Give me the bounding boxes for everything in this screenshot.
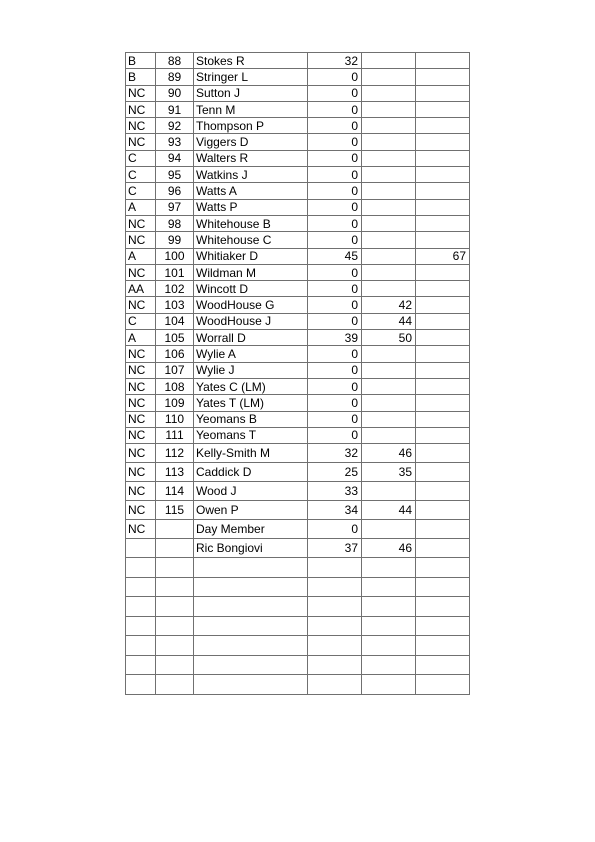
score-1-cell: 0 (308, 167, 362, 183)
member-name-cell: Yeomans T (194, 427, 308, 443)
score-2-cell: 46 (362, 444, 416, 463)
score-2-cell (362, 346, 416, 362)
score-3-cell (416, 69, 470, 85)
member-name-cell: Stokes R (194, 53, 308, 69)
class-cell: NC (126, 232, 156, 248)
score-2-cell: 50 (362, 330, 416, 346)
score-3-cell (416, 232, 470, 248)
score-2-cell (362, 655, 416, 675)
score-2-cell: 44 (362, 501, 416, 520)
table-row (126, 101, 470, 117)
member-number-cell: 115 (156, 501, 194, 520)
score-3-cell (416, 482, 470, 501)
member-name-cell: Wylie A (194, 346, 308, 362)
score-2-cell (362, 69, 416, 85)
score-2-cell: 44 (362, 313, 416, 329)
score-1-cell: 0 (308, 395, 362, 411)
class-cell: C (126, 183, 156, 199)
class-cell: NC (126, 378, 156, 394)
score-2-cell (362, 199, 416, 215)
member-number-cell (156, 558, 194, 578)
member-number-cell: 95 (156, 167, 194, 183)
member-number-cell: 104 (156, 313, 194, 329)
member-name-cell: Wood J (194, 482, 308, 501)
member-number-cell: 110 (156, 411, 194, 427)
table-row (126, 597, 470, 617)
member-number-cell: 100 (156, 248, 194, 264)
score-1-cell: 45 (308, 248, 362, 264)
member-number-cell: 94 (156, 150, 194, 166)
score-3-cell (416, 427, 470, 443)
score-2-cell (362, 183, 416, 199)
score-1-cell: 0 (308, 297, 362, 313)
score-1-cell: 0 (308, 520, 362, 539)
table-row (126, 616, 470, 636)
member-name-cell (194, 655, 308, 675)
member-number-cell: 96 (156, 183, 194, 199)
score-1-cell: 0 (308, 346, 362, 362)
score-3-cell (416, 655, 470, 675)
member-name-cell: WoodHouse G (194, 297, 308, 313)
table-row (126, 577, 470, 597)
table-row (126, 655, 470, 675)
score-3-cell (416, 281, 470, 297)
table-row (126, 444, 470, 463)
score-2-cell (362, 248, 416, 264)
class-cell: AA (126, 281, 156, 297)
score-3-cell (416, 636, 470, 656)
score-2-cell (362, 378, 416, 394)
member-name-cell (194, 636, 308, 656)
class-cell: NC (126, 101, 156, 117)
score-1-cell (308, 577, 362, 597)
table-row (126, 215, 470, 231)
table-row (126, 346, 470, 362)
member-number-cell: 90 (156, 85, 194, 101)
score-3-cell (416, 297, 470, 313)
score-1-cell: 0 (308, 150, 362, 166)
score-3-cell (416, 558, 470, 578)
member-number-cell (156, 597, 194, 617)
member-name-cell: Thompson P (194, 118, 308, 134)
member-number-cell: 107 (156, 362, 194, 378)
member-name-cell: Sutton J (194, 85, 308, 101)
table-row (126, 675, 470, 695)
class-cell (126, 636, 156, 656)
score-2-cell (362, 636, 416, 656)
score-2-cell (362, 597, 416, 617)
score-1-cell: 0 (308, 427, 362, 443)
member-name-cell: Day Member (194, 520, 308, 539)
score-3-cell (416, 134, 470, 150)
table-row (126, 482, 470, 501)
score-3-cell (416, 199, 470, 215)
score-1-cell: 0 (308, 183, 362, 199)
score-1-cell: 25 (308, 463, 362, 482)
score-2-cell (362, 395, 416, 411)
score-1-cell (308, 616, 362, 636)
score-1-cell (308, 558, 362, 578)
table-row (126, 411, 470, 427)
member-name-cell: Worrall D (194, 330, 308, 346)
table-row (126, 297, 470, 313)
class-cell: NC (126, 362, 156, 378)
score-1-cell: 32 (308, 444, 362, 463)
score-3-cell (416, 597, 470, 617)
table-row (126, 313, 470, 329)
table-row (126, 463, 470, 482)
class-cell: NC (126, 411, 156, 427)
class-cell: B (126, 53, 156, 69)
table-row (126, 330, 470, 346)
score-3-cell (416, 264, 470, 280)
score-3-cell (416, 463, 470, 482)
member-number-cell: 112 (156, 444, 194, 463)
class-cell: NC (126, 215, 156, 231)
class-cell: NC (126, 395, 156, 411)
score-2-cell (362, 215, 416, 231)
member-name-cell: Kelly-Smith M (194, 444, 308, 463)
member-name-cell: Yates C (LM) (194, 378, 308, 394)
score-3-cell (416, 313, 470, 329)
score-3-cell (416, 330, 470, 346)
score-1-cell: 0 (308, 134, 362, 150)
table-row (126, 134, 470, 150)
score-3-cell (416, 118, 470, 134)
member-number-cell: 99 (156, 232, 194, 248)
table-row (126, 199, 470, 215)
score-1-cell: 0 (308, 378, 362, 394)
class-cell (126, 577, 156, 597)
score-1-cell (308, 655, 362, 675)
member-score-table (125, 52, 470, 695)
score-1-cell: 39 (308, 330, 362, 346)
score-2-cell (362, 520, 416, 539)
table-row (126, 264, 470, 280)
class-cell: B (126, 69, 156, 85)
class-cell: A (126, 330, 156, 346)
class-cell: NC (126, 463, 156, 482)
member-number-cell (156, 675, 194, 695)
class-cell (126, 675, 156, 695)
score-3-cell (416, 167, 470, 183)
class-cell: NC (126, 134, 156, 150)
member-number-cell: 101 (156, 264, 194, 280)
member-name-cell: Stringer L (194, 69, 308, 85)
member-number-cell (156, 520, 194, 539)
table-row (126, 118, 470, 134)
member-name-cell: Viggers D (194, 134, 308, 150)
member-name-cell: Wylie J (194, 362, 308, 378)
score-1-cell: 0 (308, 69, 362, 85)
score-2-cell (362, 101, 416, 117)
table-row (126, 539, 470, 558)
table-row (126, 183, 470, 199)
table-row (126, 167, 470, 183)
member-name-cell: Watts P (194, 199, 308, 215)
class-cell: NC (126, 501, 156, 520)
class-cell: NC (126, 427, 156, 443)
score-3-cell (416, 444, 470, 463)
score-1-cell (308, 675, 362, 695)
member-number-cell: 88 (156, 53, 194, 69)
table-row (126, 427, 470, 443)
member-name-cell: Walters R (194, 150, 308, 166)
class-cell: NC (126, 297, 156, 313)
score-2-cell (362, 281, 416, 297)
member-number-cell: 91 (156, 101, 194, 117)
score-2-cell (362, 118, 416, 134)
table-row (126, 501, 470, 520)
member-number-cell: 97 (156, 199, 194, 215)
table-body (126, 53, 470, 695)
score-2-cell (362, 427, 416, 443)
table-row (126, 69, 470, 85)
member-name-cell (194, 616, 308, 636)
table-row (126, 85, 470, 101)
table-row (126, 53, 470, 69)
score-1-cell: 34 (308, 501, 362, 520)
member-name-cell: Tenn M (194, 101, 308, 117)
score-1-cell: 0 (308, 232, 362, 248)
class-cell (126, 558, 156, 578)
score-1-cell: 0 (308, 101, 362, 117)
score-2-cell (362, 577, 416, 597)
class-cell: C (126, 167, 156, 183)
score-3-cell (416, 520, 470, 539)
score-2-cell (362, 264, 416, 280)
score-3-cell (416, 539, 470, 558)
class-cell: C (126, 313, 156, 329)
score-2-cell (362, 232, 416, 248)
score-1-cell: 0 (308, 85, 362, 101)
class-cell: NC (126, 444, 156, 463)
score-3-cell (416, 101, 470, 117)
score-3-cell (416, 411, 470, 427)
member-name-cell (194, 675, 308, 695)
member-number-cell (156, 539, 194, 558)
member-number-cell: 114 (156, 482, 194, 501)
class-cell (126, 616, 156, 636)
member-name-cell (194, 577, 308, 597)
member-name-cell: Watts A (194, 183, 308, 199)
table-row (126, 150, 470, 166)
score-2-cell (362, 362, 416, 378)
score-1-cell: 0 (308, 118, 362, 134)
member-number-cell: 105 (156, 330, 194, 346)
class-cell: A (126, 199, 156, 215)
member-number-cell: 113 (156, 463, 194, 482)
score-1-cell: 32 (308, 53, 362, 69)
member-name-cell: Ric Bongiovi (194, 539, 308, 558)
member-number-cell: 106 (156, 346, 194, 362)
score-2-cell (362, 85, 416, 101)
member-name-cell: WoodHouse J (194, 313, 308, 329)
member-number-cell: 98 (156, 215, 194, 231)
score-2-cell (362, 482, 416, 501)
score-1-cell (308, 636, 362, 656)
class-cell: NC (126, 118, 156, 134)
member-name-cell: Owen P (194, 501, 308, 520)
member-number-cell: 89 (156, 69, 194, 85)
class-cell: NC (126, 346, 156, 362)
score-3-cell (416, 675, 470, 695)
score-1-cell: 0 (308, 215, 362, 231)
score-3-cell (416, 616, 470, 636)
score-3-cell (416, 85, 470, 101)
member-name-cell: Watkins J (194, 167, 308, 183)
score-2-cell (362, 675, 416, 695)
table-row (126, 232, 470, 248)
score-1-cell: 33 (308, 482, 362, 501)
score-2-cell (362, 616, 416, 636)
class-cell (126, 597, 156, 617)
score-2-cell (362, 53, 416, 69)
score-3-cell (416, 215, 470, 231)
table-row (126, 395, 470, 411)
member-name-cell: Whitehouse B (194, 215, 308, 231)
member-number-cell (156, 616, 194, 636)
member-number-cell: 108 (156, 378, 194, 394)
class-cell: A (126, 248, 156, 264)
score-3-cell (416, 53, 470, 69)
score-3-cell (416, 362, 470, 378)
score-3-cell (416, 378, 470, 394)
member-name-cell (194, 558, 308, 578)
class-cell: NC (126, 264, 156, 280)
score-3-cell (416, 501, 470, 520)
class-cell (126, 539, 156, 558)
member-name-cell: Yates T (LM) (194, 395, 308, 411)
score-3-cell (416, 395, 470, 411)
table-row (126, 558, 470, 578)
score-2-cell: 35 (362, 463, 416, 482)
member-name-cell: Wildman M (194, 264, 308, 280)
score-2-cell (362, 411, 416, 427)
score-3-cell: 67 (416, 248, 470, 264)
class-cell: NC (126, 85, 156, 101)
score-2-cell (362, 167, 416, 183)
class-cell: C (126, 150, 156, 166)
member-number-cell: 93 (156, 134, 194, 150)
score-1-cell: 37 (308, 539, 362, 558)
member-name-cell: Whitiaker D (194, 248, 308, 264)
score-1-cell: 0 (308, 411, 362, 427)
member-name-cell (194, 597, 308, 617)
class-cell: NC (126, 520, 156, 539)
score-3-cell (416, 150, 470, 166)
score-3-cell (416, 183, 470, 199)
table-row (126, 636, 470, 656)
score-2-cell (362, 558, 416, 578)
member-number-cell: 111 (156, 427, 194, 443)
score-1-cell: 0 (308, 264, 362, 280)
score-2-cell (362, 134, 416, 150)
table-row (126, 248, 470, 264)
member-number-cell (156, 655, 194, 675)
table-row (126, 362, 470, 378)
score-1-cell: 0 (308, 199, 362, 215)
member-name-cell: Wincott D (194, 281, 308, 297)
table-row (126, 520, 470, 539)
class-cell: NC (126, 482, 156, 501)
member-number-cell: 92 (156, 118, 194, 134)
score-2-cell (362, 150, 416, 166)
member-number-cell (156, 577, 194, 597)
score-1-cell: 0 (308, 313, 362, 329)
member-name-cell: Caddick D (194, 463, 308, 482)
member-number-cell: 109 (156, 395, 194, 411)
table-row (126, 378, 470, 394)
member-number-cell: 103 (156, 297, 194, 313)
member-number-cell (156, 636, 194, 656)
score-2-cell: 46 (362, 539, 416, 558)
score-1-cell (308, 597, 362, 617)
table-row (126, 281, 470, 297)
member-name-cell: Yeomans B (194, 411, 308, 427)
score-1-cell: 0 (308, 362, 362, 378)
score-3-cell (416, 577, 470, 597)
member-name-cell: Whitehouse C (194, 232, 308, 248)
member-number-cell: 102 (156, 281, 194, 297)
score-3-cell (416, 346, 470, 362)
class-cell (126, 655, 156, 675)
score-2-cell: 42 (362, 297, 416, 313)
score-1-cell: 0 (308, 281, 362, 297)
